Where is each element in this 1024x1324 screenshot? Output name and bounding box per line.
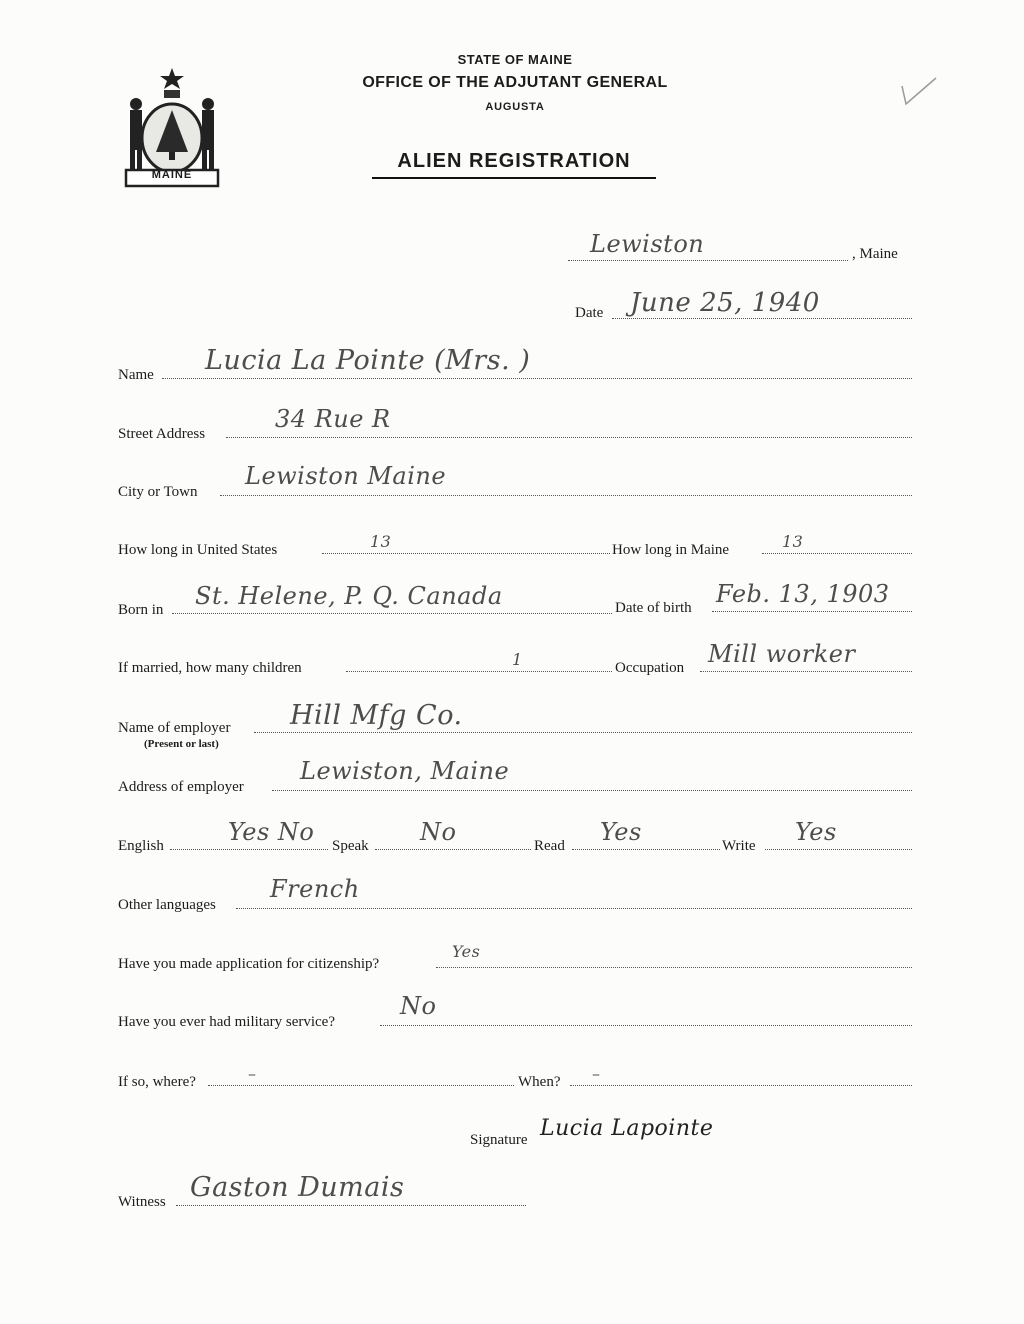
- how-long-me-label: How long in Maine: [612, 542, 730, 558]
- place-line: [568, 260, 848, 261]
- dob-value[interactable]: Feb. 13, 1903: [716, 580, 890, 608]
- born-in-line: [172, 613, 612, 614]
- city-heading: AUGUSTA: [485, 101, 545, 113]
- how-long-me-value[interactable]: 13: [782, 532, 804, 551]
- dob-line: [712, 611, 912, 612]
- place-suffix: , Maine: [852, 246, 898, 262]
- read-label: Read: [534, 838, 565, 854]
- occupation-line: [700, 671, 912, 672]
- how-long-us-value[interactable]: 13: [370, 532, 392, 551]
- witness-line: [176, 1205, 526, 1206]
- citizenship-label: Have you made application for citizenship?: [118, 956, 380, 972]
- office-heading: OFFICE OF THE ADJUTANT GENERAL: [362, 74, 668, 91]
- date-label: Date: [575, 305, 604, 321]
- how-long-us-line: [322, 553, 610, 554]
- born-in-value[interactable]: St. Helene, P. Q. Canada: [195, 582, 503, 610]
- dob-label: Date of birth: [615, 600, 692, 616]
- children-value[interactable]: 1: [512, 650, 523, 669]
- read-value[interactable]: Yes: [600, 818, 642, 846]
- date-line: [612, 318, 912, 319]
- english-value[interactable]: Yes No: [228, 818, 315, 846]
- date-value[interactable]: June 25, 1940: [630, 288, 820, 318]
- where-line: [208, 1085, 514, 1086]
- occupation-value[interactable]: Mill worker: [708, 640, 856, 668]
- other-lang-value[interactable]: French: [270, 875, 360, 903]
- military-line: [380, 1025, 912, 1026]
- write-line: [765, 849, 912, 850]
- street-label: Street Address: [118, 426, 206, 442]
- witness-value[interactable]: Gaston Dumais: [190, 1172, 405, 1203]
- speak-line: [375, 849, 531, 850]
- name-line: [162, 378, 912, 379]
- where-label: If so, where?: [118, 1074, 196, 1090]
- how-long-us-label: How long in United States: [118, 542, 278, 558]
- seal-banner-text: MAINE: [151, 169, 193, 181]
- city-line: [220, 495, 912, 496]
- city-label: City or Town: [118, 484, 198, 500]
- born-in-label: Born in: [118, 602, 164, 618]
- place-value[interactable]: Lewiston: [590, 230, 705, 258]
- name-value[interactable]: Lucia La Pointe (Mrs. ): [205, 345, 531, 376]
- other-lang-line: [236, 908, 912, 909]
- city-value[interactable]: Lewiston Maine: [245, 462, 447, 490]
- name-label: Name: [118, 367, 154, 383]
- citizenship-value[interactable]: Yes: [452, 942, 481, 961]
- street-value[interactable]: 34 Rue R: [275, 405, 391, 433]
- english-label: English: [118, 838, 164, 854]
- how-long-me-line: [762, 553, 912, 554]
- witness-label: Witness: [118, 1194, 166, 1210]
- military-label: Have you ever had military service?: [118, 1014, 335, 1030]
- other-lang-label: Other languages: [118, 897, 216, 913]
- when-label: When?: [518, 1074, 561, 1090]
- military-value[interactable]: No: [400, 992, 437, 1020]
- state-heading: STATE OF MAINE: [457, 52, 573, 67]
- check-mark-icon: [900, 72, 940, 112]
- employer-sublabel: (Present or last): [144, 738, 219, 750]
- occupation-label: Occupation: [615, 660, 685, 676]
- form-title: ALIEN REGISTRATION: [372, 150, 656, 179]
- citizenship-line: [436, 967, 912, 968]
- signature-label: Signature: [470, 1132, 528, 1148]
- read-line: [572, 849, 720, 850]
- english-line: [170, 849, 328, 850]
- when-value[interactable]: –: [592, 1064, 601, 1083]
- signature-value[interactable]: Lucia Lapointe: [540, 1116, 714, 1141]
- employer-addr-label: Address of employer: [118, 779, 244, 795]
- when-line: [570, 1085, 912, 1086]
- street-line: [226, 437, 912, 438]
- speak-value[interactable]: No: [420, 818, 457, 846]
- employer-addr-line: [272, 790, 912, 791]
- children-label: If married, how many children: [118, 660, 302, 676]
- write-value[interactable]: Yes: [795, 818, 837, 846]
- employer-line: [254, 732, 912, 733]
- write-label: Write: [722, 838, 756, 854]
- where-value[interactable]: –: [248, 1064, 257, 1083]
- employer-addr-value[interactable]: Lewiston, Maine: [300, 757, 510, 785]
- children-line: [346, 671, 612, 672]
- speak-label: Speak: [332, 838, 369, 854]
- employer-value[interactable]: Hill Mfg Co.: [290, 700, 463, 731]
- employer-label: Name of employer: [118, 720, 231, 736]
